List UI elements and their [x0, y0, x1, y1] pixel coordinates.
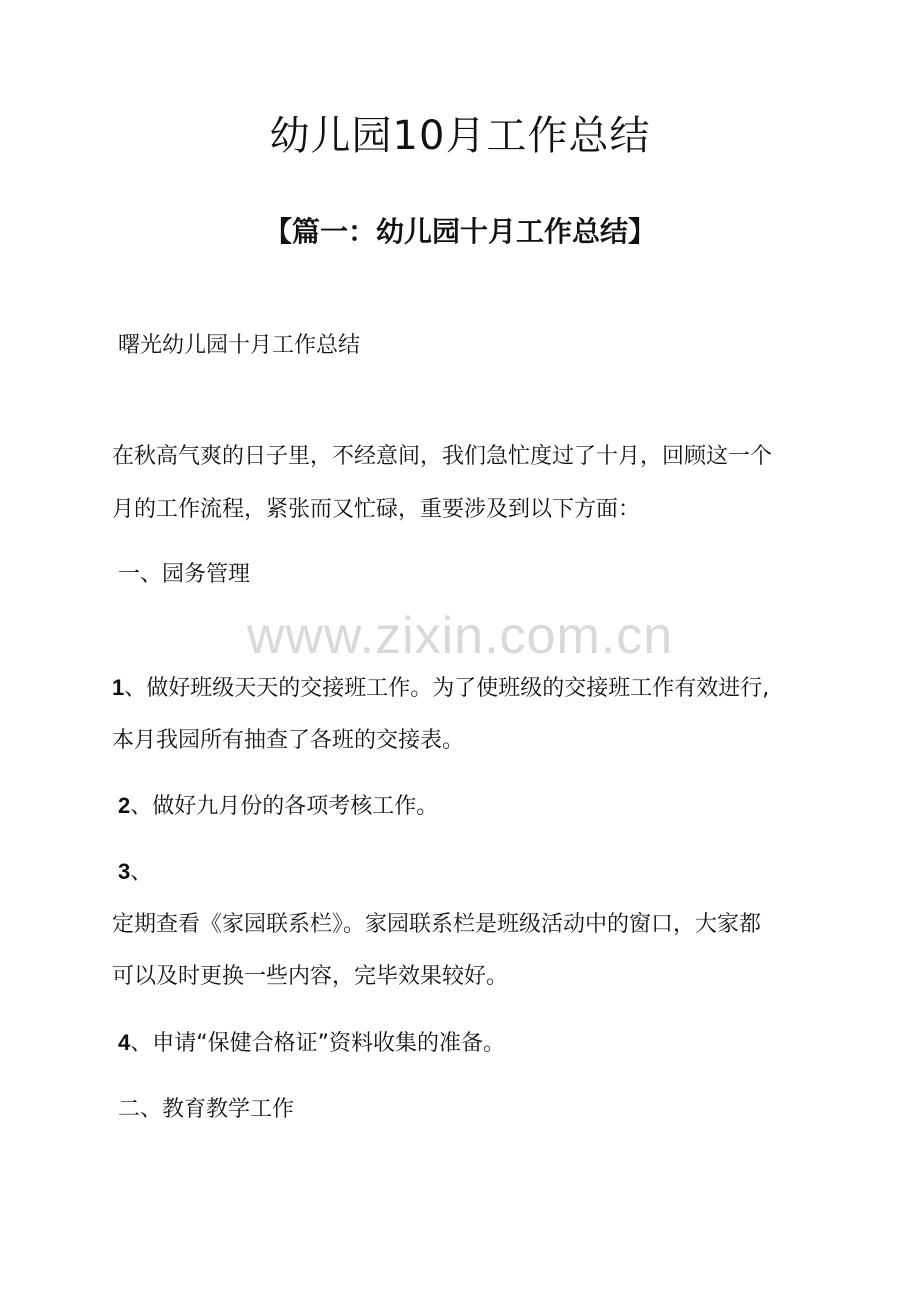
watermark: www.zixin.com.cn — [246, 607, 674, 665]
section-1-title: 一、园务管理 — [118, 562, 251, 587]
intro-line-1: 在秋高气爽的日子里，不经意间，我们急忙度过了十月，回顾这一个 — [112, 444, 773, 469]
item-1-number: 1 — [112, 675, 125, 700]
item-2-number: 2 — [118, 793, 131, 818]
item-4 — [118, 1027, 505, 1060]
item-1-text: 、做好班级天天的交接班工作。为了使班级的交接班工作有效进行, — [124, 676, 770, 701]
document-title: 幼儿园10月工作总结 — [269, 113, 651, 159]
intro-line-2: 月的工作流程，紧张而又忙碌，重要涉及到以下方面： — [112, 497, 641, 522]
item-3-line-1: 定期查看《家园联系栏》。家园联系栏是班级活动中的窗口，大家都 — [112, 912, 762, 937]
section-2-title: 二、教育教学工作 — [118, 1097, 295, 1122]
item-3-text: 、 — [130, 860, 153, 885]
item-3 — [118, 856, 152, 889]
item-4-number: 4 — [118, 1030, 131, 1055]
article-heading: 曙光幼儿园十月工作总结 — [118, 333, 361, 358]
item-2 — [118, 790, 438, 823]
item-3-number: 3 — [118, 859, 131, 884]
item-1-line-1 — [112, 672, 769, 705]
item-3-line-2: 可以及时更换一些内容，完毕效果较好。 — [112, 964, 509, 989]
item-1-line-2: 本月我园所有抽查了各班的交接表。 — [112, 728, 465, 753]
document-subtitle: 【篇一：幼儿园十月工作总结】 — [263, 215, 656, 248]
item-2-text: 、做好九月份的各项考核工作。 — [130, 794, 439, 819]
item-4-text: 、申请“保健合格证”资料收集的准备。 — [130, 1031, 506, 1056]
